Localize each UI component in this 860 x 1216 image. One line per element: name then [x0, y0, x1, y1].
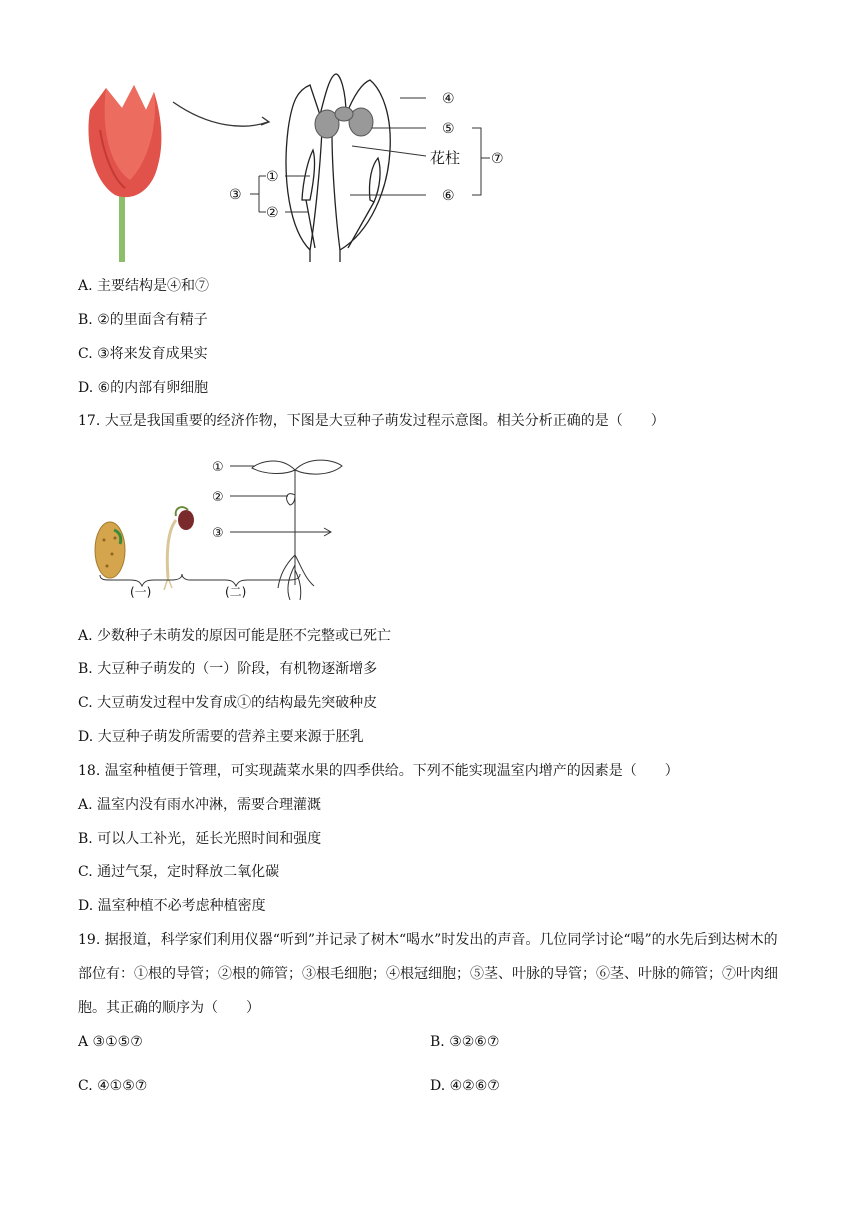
- q16-option-b: B. ②的里面含有精子: [78, 312, 208, 328]
- soybean-label-2: ②: [212, 490, 224, 505]
- q19-option-b: B. ③②⑥⑦: [430, 1034, 500, 1050]
- soybean-label-1: ①: [212, 460, 224, 475]
- q19-option-c: C. ④①⑤⑦: [78, 1078, 148, 1094]
- stage-2-label: (二): [225, 585, 247, 599]
- seedling: [230, 460, 342, 600]
- q17-stem: 17. 大豆是我国重要的经济作物，下图是大豆种子萌发过程示意图。相关分析正确的是（ ）: [78, 413, 665, 429]
- flower-figure: [70, 70, 520, 270]
- label-2: ②: [266, 205, 279, 221]
- soybean-figure: [90, 450, 360, 605]
- q17-option-c: C. 大豆萌发过程中发育成①的结构最先突破种皮: [78, 695, 378, 711]
- q19-option-a: A ③①⑤⑦: [78, 1034, 143, 1050]
- q18-option-a: A. 温室内没有雨水冲淋，需要合理灌溉: [78, 797, 322, 813]
- tulip-photo: [88, 85, 161, 262]
- q18-option-b: B. 可以人工补光，延长光照时间和强度: [78, 831, 322, 847]
- q17-option-b: B. 大豆种子萌发的（一）阶段，有机物逐渐增多: [78, 661, 378, 677]
- q17-option-d: D. 大豆种子萌发所需要的营养主要来源于胚乳: [78, 729, 364, 745]
- q16-option-a: A. 主要结构是④和⑦: [78, 278, 210, 294]
- soybean-seed: [95, 522, 125, 578]
- q19-option-d: D. ④②⑥⑦: [430, 1078, 500, 1094]
- label-5: ⑤: [442, 121, 455, 137]
- soybean-label-3: ③: [212, 526, 224, 541]
- q18-stem: 18. 温室种植便于管理，可实现蔬菜水果的四季供给。下列不能实现温室内增产的因素是（ ）: [78, 763, 679, 779]
- arrow-curve: [173, 102, 268, 126]
- sprouting-seed: [164, 507, 194, 590]
- q19-stem: 19. 据报道，科学家们利用仪器“听到”并记录了树木“喝水”时发出的声音。几位同学讨论“喝”的水先后到达树木的部位有：①根的导管；②根的筛管；③根毛细胞；④根冠细胞；⑤茎、叶脉的导管；⑥茎、叶脉的筛管；⑦叶肉细胞。其正确的顺序为（ ）: [78, 932, 778, 1016]
- label-6: ⑥: [442, 188, 455, 204]
- stage-1-label: (一): [130, 585, 152, 599]
- q17-option-a: A. 少数种子未萌发的原因可能是胚不完整或已死亡: [78, 628, 392, 644]
- stigma: [315, 107, 373, 138]
- label-1: ①: [266, 169, 279, 185]
- q16-option-c: C. ③将来发育成果实: [78, 346, 208, 362]
- q16-option-d: D. ⑥的内部有卵细胞: [78, 380, 209, 396]
- label-3: ③: [229, 187, 242, 203]
- q18-option-c: C. 通过气泵，定时释放二氧化碳: [78, 864, 280, 880]
- flower-diagram: [286, 74, 390, 262]
- label-7: ⑦: [491, 151, 504, 167]
- label-style: 花柱: [430, 149, 461, 167]
- label-4: ④: [442, 91, 455, 107]
- q18-option-d: D. 温室种植不必考虑种植密度: [78, 898, 266, 914]
